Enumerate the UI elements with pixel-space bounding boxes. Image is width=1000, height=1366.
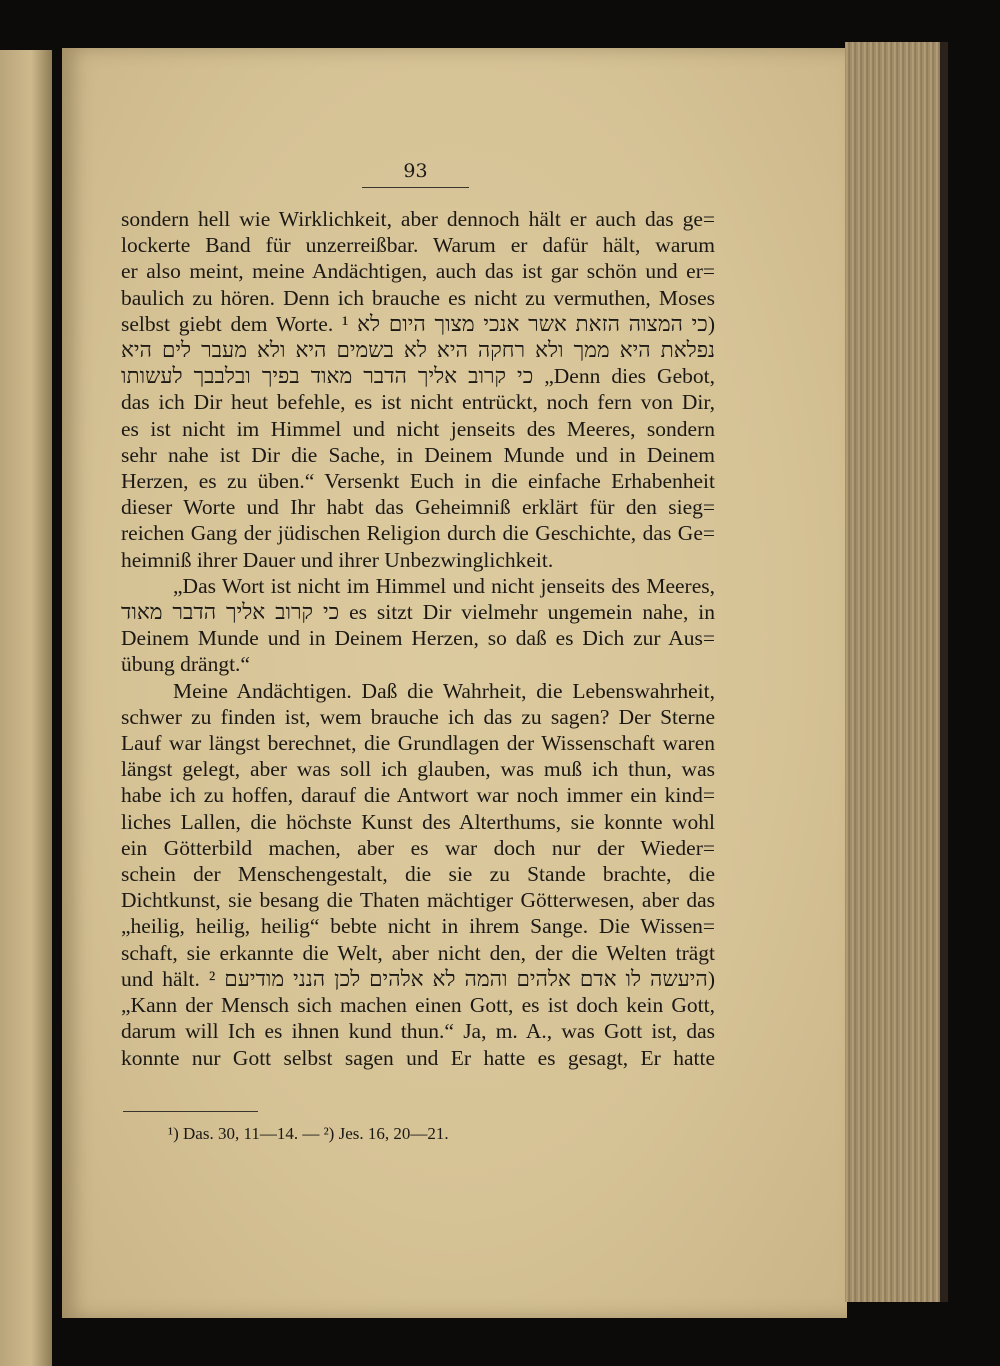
text-line: und hält. היעשה לו אדם אלהים והמה לא אלהים לכן הנני מודיעם ²) — [121, 966, 715, 991]
text-line: נפלאת היא ממך ולא רחקה היא לא בשמים היא ולא מעבר לים היא — [121, 338, 715, 363]
text-line: er also meint, meine Andächtigen, auch das ist gar schön und er= — [121, 259, 715, 284]
header-rule — [362, 187, 469, 188]
page-number: 93 — [403, 160, 428, 182]
text-line: es ist nicht im Himmel und nicht jenseits des Meeres, sondern — [121, 416, 715, 441]
footnote-rule — [123, 1111, 258, 1112]
body-text — [121, 206, 715, 1071]
text-line: schein der Menschengestalt, die sie zu Stande brachte, die — [121, 862, 715, 887]
text-line: längst gelegt, aber was soll ich glauben, was muß ich thun, was — [121, 757, 715, 782]
text-line: das ich Dir heut befehle, es ist nicht entrückt, noch fern von Dir, — [121, 390, 715, 415]
text-line: כי קרוב אליך הדבר מאוד בפיך ובלבבך לעשותו „Denn dies Gebot, — [121, 364, 715, 389]
text-line: darum will Ich es ihnen kund thun.“ Ja, m. A., was Gott ist, das — [121, 1019, 715, 1044]
text-line: Dichtkunst, sie besang die Thaten mächtiger Götterwesen, aber das — [121, 888, 715, 913]
text-line: sondern hell wie Wirklichkeit, aber dennoch hält er auch das ge= — [121, 207, 715, 231]
page-edges — [845, 42, 948, 1302]
text-line: heimniß ihrer Dauer und ihrer Unbezwinglichkeit. — [121, 547, 554, 572]
text-line: כי קרוב אליך הדבר מאוד es sitzt Dir vielmehr ungemein nahe, in — [121, 600, 715, 625]
text-line: Deinem Munde und in Deinem Herzen, so daß es Dich zur Aus= — [121, 626, 715, 651]
text-line: Lauf war längst berechnet, die Grundlagen der Wissenschaft waren — [121, 731, 715, 756]
text-line: baulich zu hören. Denn ich brauche es nicht zu vermuthen, Moses — [121, 285, 715, 310]
text-line: „Das Wort ist nicht im Himmel und nicht jenseits des Meeres, — [173, 573, 715, 598]
left-page-edge — [0, 50, 52, 1366]
text-line: Meine Andächtigen. Daß die Wahrheit, die Lebenswahrheit, — [173, 678, 715, 703]
text-line: schaft, sie erkannte die Welt, aber nicht den, der die Welten trägt — [121, 940, 715, 965]
text-line: lockerte Band für unzerreißbar. Warum er dafür hält, warum — [121, 233, 715, 258]
text-line: reichen Gang der jüdischen Religion durch die Geschichte, das Ge= — [121, 521, 715, 546]
text-line: „Kann der Mensch sich machen einen Gott, es ist doch kein Gott, — [121, 993, 715, 1018]
text-line: übung drängt.“ — [121, 652, 250, 677]
text-line: Herzen, es zu üben.“ Versenkt Euch in die einfache Erhabenheit — [121, 469, 715, 494]
text-line: konnte nur Gott selbst sagen und Er hatte es gesagt, Er hatte — [121, 1045, 715, 1070]
text-line: habe ich zu hoffen, darauf die Antwort war noch immer ein kind= — [121, 783, 715, 808]
footnote: ¹) Das. 30, 11—14. — ²) Jes. 16, 20—21. — [168, 1124, 449, 1143]
text-line: liches Lallen, die höchste Kunst des Alterthums, sie konnte wohl — [121, 809, 715, 834]
text-line: dieser Worte und Ihr habt das Geheimniß erklärt für den sieg= — [121, 495, 715, 520]
text-line: selbst giebt dem Worte. כי המצוה הזאת אשר אנכי מצוך היום לא ¹) — [121, 311, 715, 336]
text-line: schwer zu finden ist, wem brauche ich das zu sagen? Der Sterne — [121, 704, 715, 729]
text-line: „heilig, heilig, heilig“ bebte nicht in ihrem Sange. Die Wissen= — [121, 914, 715, 939]
text-line: ein Götterbild machen, aber es war doch nur der Wieder= — [121, 835, 715, 860]
text-line: sehr nahe ist Dir die Sache, in Deinem Munde und in Deinem — [121, 442, 715, 467]
